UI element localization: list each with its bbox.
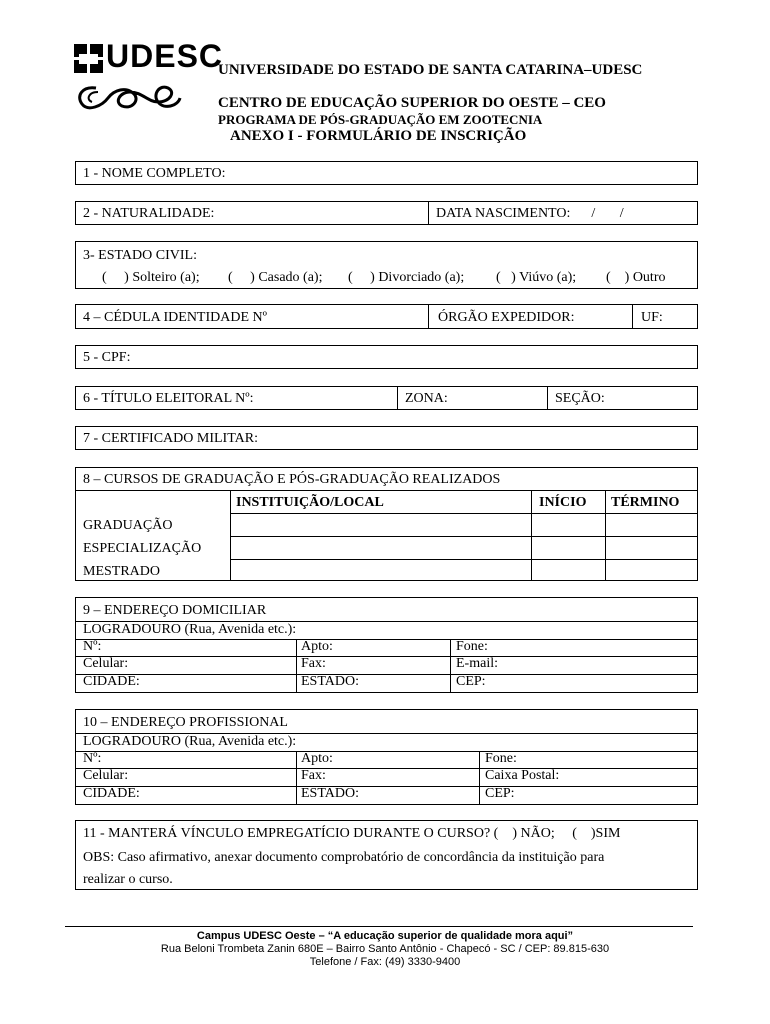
divider xyxy=(76,674,697,675)
label-certificado-militar: 7 - CERTIFICADO MILITAR: xyxy=(83,431,258,446)
divider xyxy=(632,305,633,328)
divider xyxy=(230,536,697,537)
label-logradouro[interactable]: LOGRADOURO (Rua, Avenida etc.): xyxy=(83,622,297,637)
field-identidade-row[interactable] xyxy=(75,304,698,329)
label-zona: ZONA: xyxy=(405,391,448,406)
label-nome: 1 - NOME COMPLETO: xyxy=(83,166,226,181)
udesc-emblem-icon xyxy=(74,44,104,74)
label-cep[interactable]: CEP: xyxy=(485,786,515,801)
label-estado[interactable]: ESTADO: xyxy=(301,674,359,689)
footer-campus: Campus UDESC Oeste – “A educação superior de qualidade mora aqui” xyxy=(196,930,574,942)
employment-question[interactable]: 11 - MANTERÁ VÍNCULO EMPREGATÍCIO DURANTE O CURSO? ( ) NÃO; ( )SIM xyxy=(83,826,621,841)
label-numero[interactable]: Nº: xyxy=(83,639,102,654)
row-mestrado: MESTRADO xyxy=(83,564,161,579)
label-apto[interactable]: Apto: xyxy=(301,751,333,766)
center-name: CENTRO DE EDUCAÇÃO SUPERIOR DO OESTE – CEO xyxy=(218,95,606,111)
work-address-section xyxy=(75,709,698,805)
option-viuvo[interactable]: ( ) Viúvo (a); xyxy=(496,270,577,285)
label-celular[interactable]: Celular: xyxy=(83,768,129,783)
label-cedula: 4 – CÉDULA IDENTIDADE Nº xyxy=(83,310,267,325)
row-especializacao: ESPECIALIZAÇÃO xyxy=(83,541,202,556)
employment-obs-line1: OBS: Caso afirmativo, anexar documento comprobatório de concordância da instituição para xyxy=(83,850,605,865)
divider xyxy=(296,639,297,692)
field-estado-civil xyxy=(75,241,698,289)
divider xyxy=(397,387,398,409)
label-estado[interactable]: ESTADO: xyxy=(301,786,359,801)
divider xyxy=(605,490,606,580)
row-graduacao: GRADUAÇÃO xyxy=(83,518,173,533)
divider xyxy=(230,513,697,514)
footer-divider xyxy=(65,926,693,927)
divider xyxy=(428,305,429,328)
annex-title: ANEXO I - FORMULÁRIO DE INSCRIÇÃO xyxy=(230,128,527,144)
label-logradouro[interactable]: LOGRADOURO (Rua, Avenida etc.): xyxy=(83,734,297,749)
divider xyxy=(230,559,697,560)
col-termino: TÉRMINO xyxy=(611,495,680,510)
divider xyxy=(76,490,697,491)
footer-phone: Telefone / Fax: (49) 3330-9400 xyxy=(309,956,461,968)
udesc-logo xyxy=(74,38,224,114)
program-name: PROGRAMA DE PÓS-GRADUAÇÃO EM ZOOTECNIA xyxy=(218,112,543,127)
divider xyxy=(230,490,231,580)
divider xyxy=(76,656,697,657)
divider xyxy=(296,751,297,804)
university-name: UNIVERSIDADE DO ESTADO DE SANTA CATARINA–UDESC xyxy=(218,62,643,78)
label-cep[interactable]: CEP: xyxy=(456,674,486,689)
label-data-nascimento: DATA NASCIMENTO: / / xyxy=(436,206,624,221)
courses-title: 8 – CURSOS DE GRADUAÇÃO E PÓS-GRADUAÇÃO REALIZADOS xyxy=(83,472,501,487)
divider xyxy=(76,751,697,752)
divider xyxy=(450,639,451,692)
employment-obs-line2: realizar o curso. xyxy=(83,872,173,887)
label-email[interactable]: E-mail: xyxy=(456,656,498,671)
label-celular[interactable]: Celular: xyxy=(83,656,129,671)
employment-section xyxy=(75,820,698,890)
divider xyxy=(547,387,548,409)
option-divorciado[interactable]: ( ) Divorciado (a); xyxy=(348,270,465,285)
home-address-title: 9 – ENDEREÇO DOMICILIAR xyxy=(83,603,267,618)
divider xyxy=(428,202,429,224)
divider xyxy=(76,768,697,769)
label-fax[interactable]: Fax: xyxy=(301,768,326,783)
col-inicio: INÍCIO xyxy=(539,495,587,510)
field-titulo-row[interactable] xyxy=(75,386,698,410)
work-address-title: 10 – ENDEREÇO PROFISSIONAL xyxy=(83,715,288,730)
option-casado[interactable]: ( ) Casado (a); xyxy=(228,270,323,285)
home-address-section xyxy=(75,597,698,693)
label-secao: SEÇÃO: xyxy=(555,391,605,406)
courses-table xyxy=(75,467,698,581)
option-solteiro[interactable]: ( ) Solteiro (a); xyxy=(102,270,200,285)
label-cpf: 5 - CPF: xyxy=(83,350,131,365)
divider xyxy=(531,490,532,580)
field-certificado-militar[interactable] xyxy=(75,426,698,450)
label-orgao-expedidor: ÓRGÃO EXPEDIDOR: xyxy=(438,310,575,325)
ceo-logo-icon xyxy=(74,80,184,114)
label-naturalidade: 2 - NATURALIDADE: xyxy=(83,206,215,221)
label-cidade[interactable]: CIDADE: xyxy=(83,674,140,689)
label-titulo-eleitoral: 6 - TÍTULO ELEITORAL Nº: xyxy=(83,391,254,406)
divider xyxy=(76,786,697,787)
label-apto[interactable]: Apto: xyxy=(301,639,333,654)
footer-address: Rua Beloni Trombeta Zanin 680E – Bairro Santo Antônio - Chapecó - SC / CEP: 89.815-630 xyxy=(160,943,610,955)
label-fone[interactable]: Fone: xyxy=(485,751,517,766)
divider xyxy=(479,751,480,804)
logo-text: UDESC xyxy=(106,38,224,74)
label-numero[interactable]: Nº: xyxy=(83,751,102,766)
divider xyxy=(76,639,697,640)
label-fax[interactable]: Fax: xyxy=(301,656,326,671)
label-fone[interactable]: Fone: xyxy=(456,639,488,654)
col-instituicao: INSTITUIÇÃO/LOCAL xyxy=(236,495,384,510)
label-uf: UF: xyxy=(641,310,663,325)
field-naturalidade-row[interactable] xyxy=(75,201,698,225)
field-cpf[interactable] xyxy=(75,345,698,369)
label-estado-civil: 3- ESTADO CIVIL: xyxy=(83,248,197,263)
label-cidade[interactable]: CIDADE: xyxy=(83,786,140,801)
option-outro[interactable]: ( ) Outro xyxy=(606,270,666,285)
field-nome-completo[interactable] xyxy=(75,161,698,185)
label-caixa-postal[interactable]: Caixa Postal: xyxy=(485,768,560,783)
